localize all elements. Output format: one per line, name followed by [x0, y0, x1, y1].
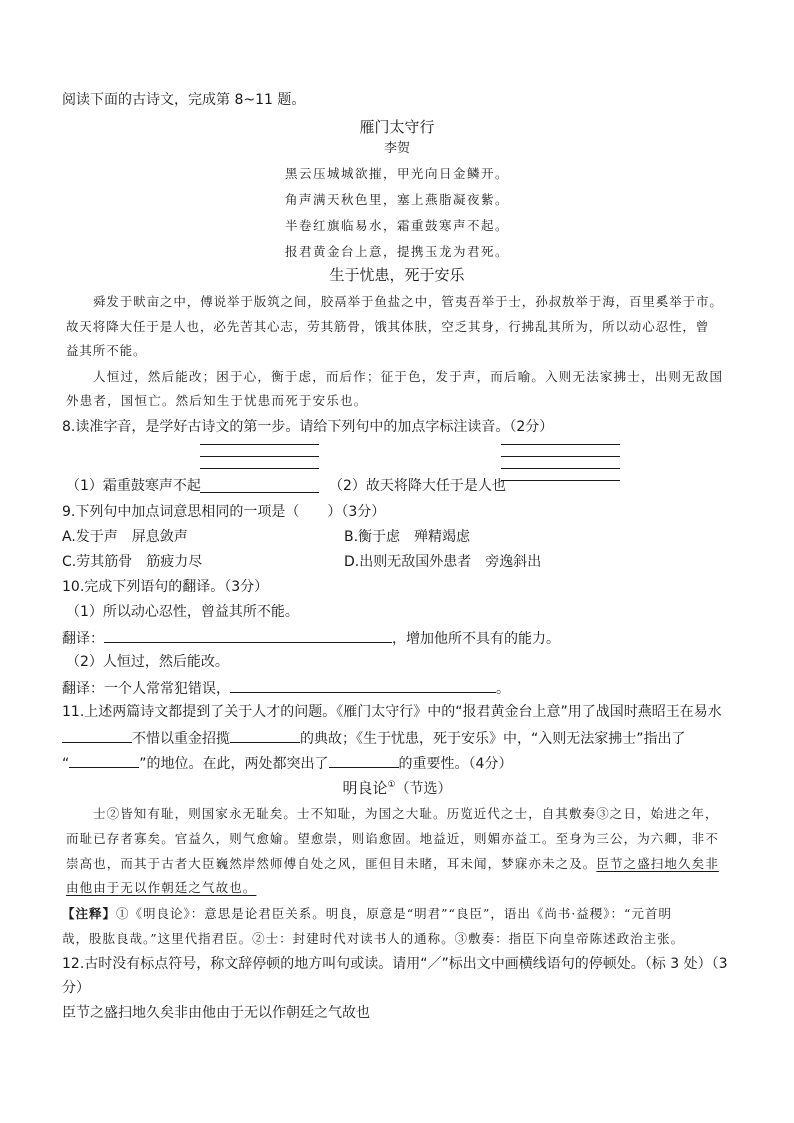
note-line-2: 哉，股肱良哉。”这里代指君臣。②士：封建时代对读书人的通称。③敷奏：指臣下向皇帝陈述政治主张。: [62, 931, 685, 946]
q12-line-2: 分）: [62, 980, 90, 996]
answer-blank[interactable]: [230, 678, 496, 693]
translation-tail: ，增加他所不具有的能力。: [392, 631, 560, 647]
pinyin-line: [501, 444, 620, 445]
q8-stem: 8.读准字音，是学好古诗文的第一步。请给下列句中的加点字标注读音。（2分）: [62, 419, 554, 435]
mingliang-title: [0, 776, 794, 798]
q12-line-1: 12.古时没有标点符号，称文辞停顿的地方叫句或读。请用“／”标出文中画横线语句的停顿处。（标 3 处）（3: [62, 956, 728, 972]
poem-line: 半卷红旗临易水，霜重鼓寒声不起。: [284, 218, 509, 233]
note-line-1: [62, 905, 672, 923]
answer-line[interactable]: [200, 492, 319, 493]
pinyin-line: [501, 468, 620, 469]
footnote-mark: ①: [387, 780, 396, 790]
mingliang-text: 崇高也，而其于古者大臣巍然岸然师傅自处之风，匪但目未睹，耳未闻，梦寐亦未之及。: [66, 856, 597, 871]
q8-item-2: （2）故天将降大任于是人也: [329, 478, 506, 494]
q9-option-c[interactable]: C.劳其筋骨 筋疲力尽: [62, 554, 203, 570]
q10-translation-1: [62, 628, 560, 648]
poem-title: 雁门太守行: [359, 118, 435, 136]
poem-line: 黑云压城城欲摧，甲光向日金鳞开。: [284, 166, 509, 181]
q11-text: 不惜以重金招揽: [132, 731, 230, 747]
prose-line: 益其所不能。: [66, 343, 147, 358]
mingliang-line: 而耻已存者寡矣。官益久，则气愈媮。望愈崇，则谄愈固。地益近，则媚亦益工。至身为三公，为六卿，非不: [66, 831, 719, 846]
prose-title: 生于忧患，死于安乐: [329, 266, 465, 284]
underlined-sentence: 臣节之盛扫地久矣非: [596, 856, 719, 871]
reading-intro: 阅读下面的古诗文，完成第 8~11 题。: [62, 92, 306, 108]
prose-line: 人恒过，然后能改；困于心，衡于虑，而后作；征于色，发于声，而后喻。入则无法家拂士，出则无敌国: [93, 369, 724, 384]
mingliang-line: 士②皆知有耻，则国家永无耻矣。士不知耻，为国之大耻。历览近代之士，自其敷奏③之日，始进之年，: [93, 806, 719, 821]
translation-label: 翻译：一个人常常犯错误，: [62, 681, 230, 697]
translation-label: 翻译：: [62, 631, 104, 647]
prose-line: 外患者，国恒亡。然后知生于忧患而死于安乐也。: [66, 393, 368, 408]
mingliang-line: [66, 879, 256, 897]
title-text: 明良论: [342, 779, 388, 797]
q11-text: 的典故；《生于忧患，死于安乐》中，“入则无法家拂士”指出了: [300, 731, 686, 747]
pinyin-line: [501, 456, 620, 457]
q11-line-3: [62, 753, 512, 773]
translation-tail: 。: [496, 681, 510, 697]
q11-line-2: [62, 728, 686, 748]
q10-translation-2: [62, 678, 510, 698]
q11-text: 的重要性。（4分）: [398, 756, 513, 772]
prose-line: 故天将降大任于是人也，必先苦其心志，劳其筋骨，饿其体肤，空乏其身，行拂乱其所为，所以动心忍性，曾: [66, 319, 710, 334]
prose-line: 舜发于畎亩之中，傅说举于版筑之间，胶鬲举于鱼盐之中，管夷吾举于士，孙叔敖举于海，百里奚举于市。: [93, 294, 723, 309]
answer-blank[interactable]: [104, 628, 392, 643]
q10-stem: 10.完成下列语句的翻译。（3分）: [62, 579, 269, 595]
q11-text: ”的地位。在此，两处都突出了: [139, 756, 329, 772]
answer-blank[interactable]: [329, 753, 399, 768]
note-label: 【注释】: [62, 906, 117, 921]
q12-sentence[interactable]: 臣节之盛扫地久矣非由他由于无以作朝廷之气故也: [62, 1005, 370, 1021]
note-text: ①《明良论》：意思是论君臣关系。明良，原意是“明君”“良臣”，语出《尚书·益稷》：“元首明: [116, 906, 672, 921]
q9-option-a[interactable]: A.发于声 屏息敛声: [62, 529, 188, 545]
title-subtitle: （节选）: [395, 781, 452, 797]
poem-author: 李贺: [383, 141, 410, 156]
pinyin-line: [200, 444, 319, 445]
q11-text: “: [62, 756, 70, 772]
pinyin-line: [200, 456, 319, 457]
poem-line: 报君黄金台上意，提携玉龙为君死。: [284, 244, 509, 259]
q9-stem: 9.下列句中加点词意思相同的一项是（ ）（3分）: [62, 504, 386, 520]
pinyin-line: [501, 480, 620, 481]
answer-blank[interactable]: [62, 728, 132, 743]
answer-blank[interactable]: [230, 728, 300, 743]
q10-sentence-2: （2）人恒过，然后能改。: [66, 654, 229, 670]
q11-line-1: 11.上述两篇诗文都提到了关于人才的问题。《雁门太守行》中的“报君黄金台上意”用了战国时燕昭王在易水: [62, 704, 722, 720]
q8-item-1: （1）霜重鼓寒声不起: [66, 478, 201, 494]
mingliang-line: [66, 855, 719, 873]
q10-sentence-1: （1）所以动心忍性，曾益其所不能。: [66, 604, 299, 620]
q9-option-b[interactable]: B.衡于虑 殚精竭虑: [344, 529, 471, 545]
answer-blank[interactable]: [69, 753, 139, 768]
q9-option-d[interactable]: D.出则无敌国外患者 旁逸斜出: [344, 554, 542, 570]
poem-line: 角声满天秋色里，塞上燕脂凝夜紫。: [284, 192, 509, 207]
underlined-sentence: 由他由于无以作朝廷之气故也。: [66, 880, 257, 895]
pinyin-line: [200, 468, 319, 469]
